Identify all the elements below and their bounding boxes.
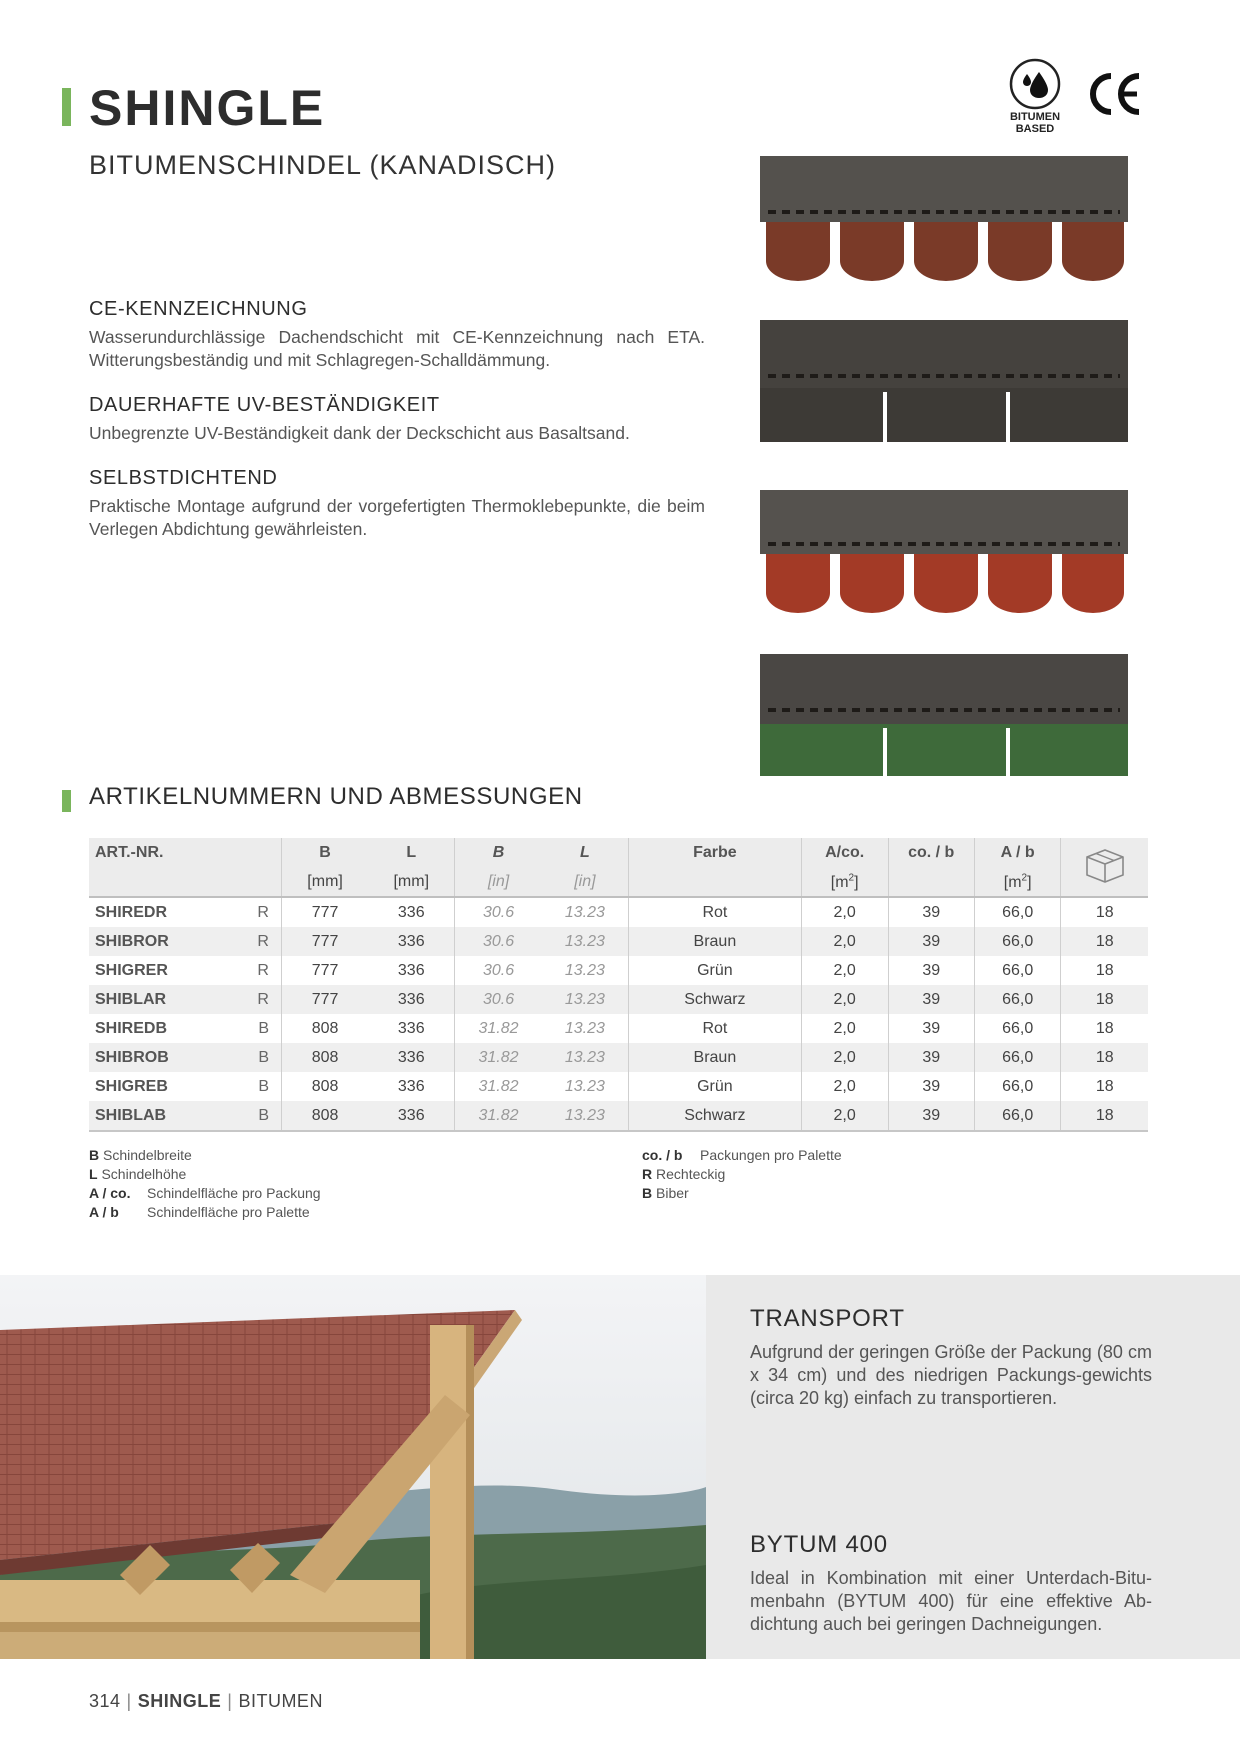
cell-farbe: Rot bbox=[629, 1014, 802, 1043]
cell-pallet-count: 18 bbox=[1061, 1043, 1148, 1072]
cell-l-in: 13.23 bbox=[564, 1077, 605, 1095]
cell-a-b: 66,0 bbox=[974, 956, 1061, 985]
cell-art-nr: SHIREDR bbox=[95, 903, 168, 921]
bytum-text: Ideal in Kombination mit einer Unterdach-Bitu-menbahn (BYTUM 400) für eine effektive Ab-dichtung auch bei geringen Dachneigungen. bbox=[750, 1568, 1152, 1634]
cell-l-mm: 336 bbox=[397, 1019, 425, 1037]
col-header-b-in: B bbox=[455, 838, 542, 868]
cell-b-in: 30.6 bbox=[455, 927, 542, 956]
legend-text: Rechteckig bbox=[656, 1166, 726, 1182]
unit-b-mm: [mm] bbox=[281, 868, 368, 897]
table-row bbox=[89, 1043, 1148, 1072]
shingle-image-biber-red bbox=[758, 490, 1130, 622]
col-header-art: ART.-NR. bbox=[89, 838, 281, 868]
cell-farbe: Braun bbox=[629, 1043, 802, 1072]
page-number: 314 bbox=[89, 1691, 121, 1711]
cell-a-co: 2,0 bbox=[801, 1072, 888, 1101]
cell-l-mm: 336 bbox=[397, 961, 425, 979]
cell-art-nr: SHIBROB bbox=[89, 1043, 251, 1072]
cell-l-in: 13.23 bbox=[542, 927, 629, 956]
cell-co-b: 39 bbox=[888, 1101, 974, 1131]
col-header-l-mm: L bbox=[368, 838, 455, 868]
cell-l-in: 13.23 bbox=[542, 1101, 629, 1131]
bitumen-drop-icon bbox=[1009, 58, 1061, 110]
cell-art-nr: SHIBLAR bbox=[89, 985, 251, 1014]
cell-a-b: 66,0 bbox=[974, 1014, 1061, 1043]
legend-item bbox=[89, 1203, 509, 1222]
feature-text-uv: Unbegrenzte UV-Beständigkeit dank der Deckschicht aus Basaltsand. bbox=[89, 423, 630, 443]
legend-key: B bbox=[642, 1185, 653, 1201]
cell-l-in: 13.23 bbox=[564, 1019, 605, 1037]
table-row bbox=[89, 1072, 1148, 1101]
cell-b-mm: 777 bbox=[281, 956, 368, 985]
feature-text-ce: Wasserundurchlässige Dachendschicht mit CE-Kennzeichnung nach ETA. Witterungsbeständig und mit Schlagregen-Schalldämmung. bbox=[89, 327, 705, 370]
cell-b-in: 30.6 bbox=[455, 985, 542, 1014]
legend-text: Schindelfläche pro Packung bbox=[147, 1185, 321, 1201]
feature-text-selbstdichtend: Praktische Montage aufgrund der vorgefertigten Thermoklebepunkte, die beim Verlegen Abdichtung gewährleisten. bbox=[89, 496, 705, 539]
cell-l-in: 13.23 bbox=[564, 903, 605, 921]
shingle-image-rechteckig-green bbox=[758, 654, 1130, 778]
cell-l-mm: 336 bbox=[368, 927, 455, 956]
footer-section: SHINGLE bbox=[137, 1691, 222, 1711]
cell-a-b: 66,0 bbox=[974, 985, 1061, 1014]
cell-pallet-count: 18 bbox=[1061, 897, 1148, 927]
ce-mark bbox=[1085, 70, 1143, 118]
legend-text: Biber bbox=[656, 1185, 689, 1201]
col-header-b-mm: B bbox=[281, 838, 368, 868]
unit-a-b-text: $[m^2]$ bbox=[1003, 872, 1032, 891]
legend-item bbox=[89, 1184, 509, 1203]
cell-a-co: 2,0 bbox=[801, 1014, 888, 1043]
cell-co-b: 39 bbox=[888, 927, 974, 956]
page-title: SHINGLE bbox=[89, 80, 326, 136]
legend-key: A / b bbox=[89, 1204, 119, 1220]
table-section-title: ARTIKELNUMMERN UND ABMESSUNGEN bbox=[89, 783, 583, 810]
table-row bbox=[89, 1014, 1148, 1043]
cell-a-co: 2,0 bbox=[801, 1043, 888, 1072]
table-row bbox=[89, 897, 1148, 927]
legend-right bbox=[642, 1146, 1062, 1203]
col-header-a-co: A/co. bbox=[801, 838, 888, 868]
cell-b-mm: 777 bbox=[281, 985, 368, 1014]
cell-farbe: Grün bbox=[629, 1072, 802, 1101]
legend-key: R bbox=[642, 1166, 653, 1182]
feature-heading-uv: DAUERHAFTE UV-BESTÄNDIGKEIT bbox=[89, 394, 440, 416]
cell-co-b: 39 bbox=[888, 1014, 974, 1043]
cell-farbe: Schwarz bbox=[629, 1101, 802, 1131]
legend-key: A / co. bbox=[89, 1185, 131, 1201]
unit-l-mm: [mm] bbox=[368, 868, 455, 897]
legend-item bbox=[642, 1165, 1062, 1184]
cell-type: R bbox=[251, 985, 281, 1014]
roof-photo bbox=[0, 1275, 706, 1659]
title-accent-bar bbox=[62, 88, 71, 126]
badge-label-line1: BITUMEN bbox=[1009, 111, 1061, 123]
cell-co-b: 39 bbox=[888, 985, 974, 1014]
cell-b-mm: 808 bbox=[281, 1014, 368, 1043]
feature-heading-selbstdichtend: SELBSTDICHTEND bbox=[89, 467, 278, 489]
col-header-a-b: A / b bbox=[974, 838, 1061, 868]
cell-type: B bbox=[251, 1072, 281, 1101]
unit-b-in: [in] bbox=[455, 868, 542, 897]
cell-a-co: 2,0 bbox=[801, 897, 888, 927]
ce-mark-icon bbox=[1085, 70, 1143, 118]
cell-l-mm: 336 bbox=[368, 985, 455, 1014]
unit-a-b bbox=[974, 868, 1061, 897]
cell-art-nr: SHIGREB bbox=[95, 1077, 168, 1095]
badge-label-line2: BASED bbox=[1015, 123, 1055, 135]
cell-type: R bbox=[251, 897, 281, 927]
cell-b-mm: 808 bbox=[281, 1072, 368, 1101]
table-row bbox=[89, 1101, 1148, 1131]
legend-text: Schindelhöhe bbox=[101, 1166, 187, 1182]
legend-item bbox=[89, 1146, 509, 1165]
cell-b-mm: 777 bbox=[281, 897, 368, 927]
cell-farbe: Schwarz bbox=[629, 985, 802, 1014]
cell-farbe: Rot bbox=[629, 897, 802, 927]
cell-art-nr: SHIREDB bbox=[95, 1019, 168, 1037]
cell-pallet-count: 18 bbox=[1061, 1072, 1148, 1101]
feature-heading-ce: CE-KENNZEICHNUNG bbox=[89, 298, 308, 320]
cell-l-mm: 336 bbox=[368, 1043, 455, 1072]
cell-b-in: 30.6 bbox=[455, 956, 542, 985]
col-header-pallet bbox=[1061, 838, 1148, 897]
box-pallet-icon bbox=[1083, 845, 1127, 885]
legend-key: B bbox=[89, 1147, 100, 1163]
cell-a-co: 2,0 bbox=[801, 985, 888, 1014]
col-header-farbe: Farbe bbox=[629, 838, 802, 868]
table-row bbox=[89, 956, 1148, 985]
cell-pallet-count: 18 bbox=[1061, 985, 1148, 1014]
shingle-image-rechteckig-black bbox=[758, 320, 1130, 444]
cell-l-in: 13.23 bbox=[542, 985, 629, 1014]
legend-item bbox=[642, 1184, 1062, 1203]
cell-b-in: 31.82 bbox=[455, 1043, 542, 1072]
bitumen-based-badge bbox=[1000, 58, 1070, 138]
cell-l-mm: 336 bbox=[397, 903, 425, 921]
cell-type: R bbox=[251, 956, 281, 985]
legend-text: Packungen pro Palette bbox=[700, 1147, 842, 1163]
section-accent-bar bbox=[62, 790, 71, 812]
cell-b-mm: 808 bbox=[281, 1043, 368, 1072]
cell-art-nr: SHIBLAB bbox=[89, 1101, 251, 1131]
legend-key: co. / b bbox=[642, 1147, 683, 1163]
info-panel bbox=[706, 1275, 1240, 1659]
cell-a-b: 66,0 bbox=[974, 927, 1061, 956]
page-subtitle: BITUMENSCHINDEL (KANADISCH) bbox=[89, 150, 557, 180]
cell-art-nr: SHIBROR bbox=[89, 927, 251, 956]
cell-pallet-count: 18 bbox=[1061, 927, 1148, 956]
table-row bbox=[89, 927, 1148, 956]
cell-b-in: 31.82 bbox=[455, 1072, 542, 1101]
cell-pallet-count: 18 bbox=[1061, 1101, 1148, 1131]
cell-l-in: 13.23 bbox=[542, 1043, 629, 1072]
cell-l-mm: 336 bbox=[368, 1101, 455, 1131]
cell-a-co: 2,0 bbox=[801, 956, 888, 985]
cell-b-in: 31.82 bbox=[455, 1014, 542, 1043]
cell-co-b: 39 bbox=[888, 1072, 974, 1101]
cell-a-b: 66,0 bbox=[974, 1072, 1061, 1101]
cell-pallet-count: 18 bbox=[1061, 1014, 1148, 1043]
cell-b-mm: 808 bbox=[281, 1101, 368, 1131]
unit-l-in: [in] bbox=[542, 868, 629, 897]
transport-text: Aufgrund der geringen Größe der Packung (80 cm x 34 cm) und des niedrigen Packungs-gewichts (circa 20 kg) einfach zu transportieren. bbox=[750, 1342, 1152, 1408]
cell-pallet-count: 18 bbox=[1061, 956, 1148, 985]
legend-left bbox=[89, 1146, 509, 1222]
unit-a-co bbox=[801, 868, 888, 897]
cell-co-b: 39 bbox=[888, 1043, 974, 1072]
legend-text: Schindelbreite bbox=[103, 1147, 192, 1163]
cell-a-co: 2,0 bbox=[801, 1101, 888, 1131]
cell-type: B bbox=[251, 1101, 281, 1131]
cell-a-co: 2,0 bbox=[801, 927, 888, 956]
cell-type: B bbox=[251, 1014, 281, 1043]
transport-heading: TRANSPORT bbox=[750, 1305, 905, 1332]
cell-l-mm: 336 bbox=[397, 1077, 425, 1095]
cell-farbe: Braun bbox=[629, 927, 802, 956]
legend-key: L bbox=[89, 1166, 98, 1182]
legend-text: Schindelfläche pro Palette bbox=[147, 1204, 310, 1220]
bytum-heading: BYTUM 400 bbox=[750, 1531, 888, 1558]
legend-item bbox=[642, 1146, 1062, 1165]
page-footer: 314 | SHINGLE | BITUMEN bbox=[89, 1691, 323, 1711]
cell-b-in: 30.6 bbox=[455, 897, 542, 927]
cell-type: R bbox=[251, 927, 281, 956]
unit-a-co-text: $[m^2]$ bbox=[830, 872, 859, 891]
cell-co-b: 39 bbox=[888, 897, 974, 927]
cell-a-b: 66,0 bbox=[974, 897, 1061, 927]
cell-type: B bbox=[251, 1043, 281, 1072]
legend-item bbox=[89, 1165, 509, 1184]
cell-farbe: Grün bbox=[629, 956, 802, 985]
table-row bbox=[89, 985, 1148, 1014]
shingle-image-biber-brown bbox=[758, 156, 1130, 288]
cell-co-b: 39 bbox=[888, 956, 974, 985]
cell-a-b: 66,0 bbox=[974, 1101, 1061, 1131]
cell-a-b: 66,0 bbox=[974, 1043, 1061, 1072]
footer-category: BITUMEN bbox=[238, 1691, 323, 1711]
col-header-l-in: L bbox=[542, 838, 629, 868]
article-table bbox=[89, 838, 1148, 1132]
cell-b-in: 31.82 bbox=[455, 1101, 542, 1131]
cell-b-mm: 777 bbox=[281, 927, 368, 956]
col-header-co-b: co. / b bbox=[888, 838, 974, 868]
cell-art-nr: SHIGRER bbox=[95, 961, 168, 979]
cell-l-in: 13.23 bbox=[564, 961, 605, 979]
